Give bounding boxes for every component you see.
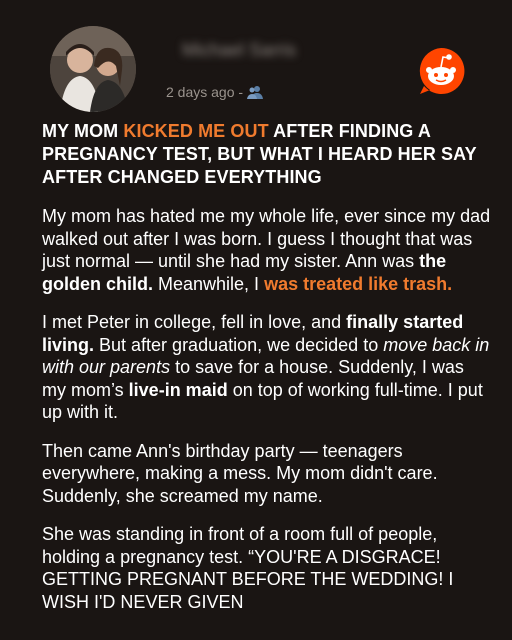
text-italic: move back in with our parents xyxy=(42,334,490,377)
story-body xyxy=(42,205,492,629)
text: But after graduation, we decided to xyxy=(94,334,384,355)
paragraph-3: Then came Ann's birthday party — teenagers everywhere, making a mess. My mom didn't care. Suddenly, she screamed my name. xyxy=(42,440,438,506)
post-header xyxy=(0,0,512,115)
text-highlight: was treated like trash. xyxy=(264,273,453,294)
username-blurred[interactable]: Michael Sarris xyxy=(182,40,297,60)
paragraph-4: She was standing in front of a room full of people, holding a pregnancy test. “YOU'RE A DISGRACE! GETTING PREGNANT BEFORE THE WEDDING! I WISH I'D NEVER GIVEN xyxy=(42,524,454,612)
paragraph-1 xyxy=(42,205,492,295)
text-bold: the golden child. xyxy=(42,251,447,294)
text-bold: live-in maid xyxy=(128,379,228,400)
paragraph-2 xyxy=(42,311,492,424)
text: My mom has hated me my whole life, ever since my dad walked out after I was born. I guess I thought that was just normal — until she had my sister. Ann was xyxy=(42,206,491,271)
post-meta xyxy=(166,84,263,100)
avatar[interactable] xyxy=(50,26,136,112)
text-bold: finally started living. xyxy=(42,312,464,355)
title-highlight: KICKED ME OUT xyxy=(123,121,269,141)
post-title xyxy=(42,120,482,189)
text: to save for a house. Suddenly, I was my mom’s xyxy=(42,357,464,400)
text: I met Peter in college, fell in love, and xyxy=(42,312,347,332)
title-part-2: AFTER FINDING A PREGNANCY TEST, BUT WHAT I HEARD HER SAY AFTER CHANGED EVERYTHING xyxy=(42,121,477,187)
reddit-logo-icon xyxy=(416,46,466,96)
post-time: 2 days ago - xyxy=(166,84,244,100)
text: on top of working full-time. I put up with it. xyxy=(42,379,483,422)
text: Meanwhile, I xyxy=(153,273,265,294)
title-part-1: MY MOM xyxy=(42,121,124,141)
people-icon xyxy=(247,85,263,99)
